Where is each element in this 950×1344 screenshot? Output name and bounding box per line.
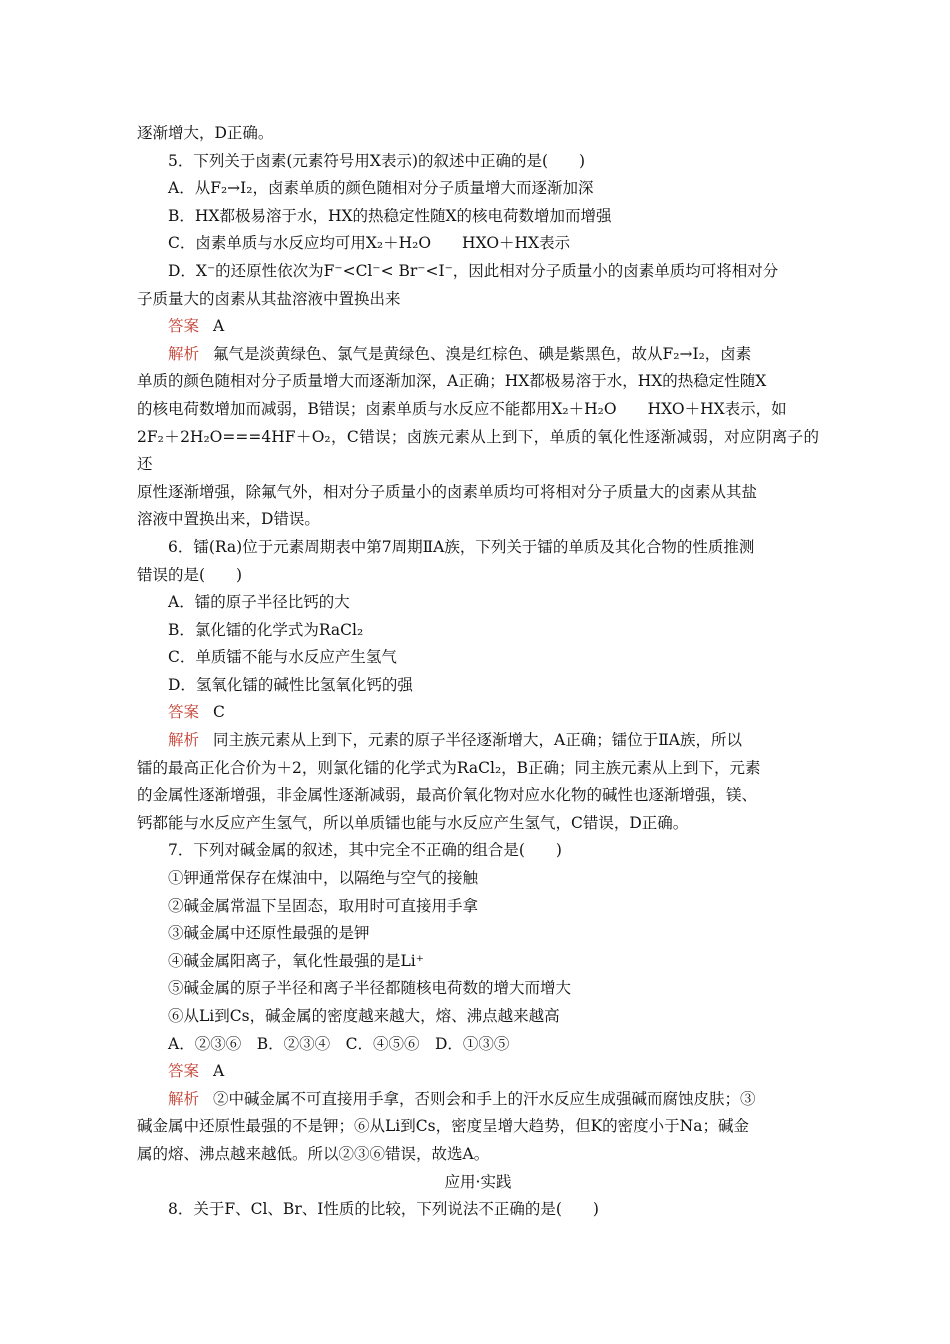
answer-value: A <box>213 317 225 336</box>
question-7-options: A．②③⑥ B．②③④ C．④⑤⑥ D．①③⑤ <box>168 1034 510 1053</box>
explanation-line: 溶液中置换出来，D错误。 <box>137 510 320 529</box>
question-7-item-6: ⑥从Li到Cs，碱金属的密度越来越大，熔、沸点越来越高 <box>168 1007 560 1025</box>
explanation-line: 碱金属中还原性最强的不是钾；⑥从Li到Cs，密度呈增大趋势，但K的密度小于Na；碱金 <box>137 1117 749 1136</box>
question-6-option-a: A．镭的原子半径比钙的大 <box>168 593 350 612</box>
explanation-line: 属的熔、沸点越来越低。所以②③⑥错误，故选A。 <box>137 1144 490 1163</box>
question-8-stem: 8．关于F、Cl、Br、I性质的比较，下列说法不正确的是( ) <box>168 1200 599 1219</box>
explanation-line: 的核电荷数增加而减弱，B错误；卤素单质与水反应不能都用X₂＋H₂O HXO＋HX表示，如 <box>137 399 787 418</box>
explanation-line: 镭的最高正化合价为＋2，则氯化镭的化学式为RaCl₂，B正确；同主族元素从上到下，元素 <box>137 758 761 777</box>
question-6-option-d: D．氢氧化镭的碱性比氢氧化钙的强 <box>168 675 413 694</box>
answer-label: 答案 <box>168 317 200 336</box>
question-6-option-c: C．单质镭不能与水反应产生氢气 <box>168 648 397 667</box>
explanation-text: 同主族元素从上到下，元素的原子半径逐渐增大，A正确；镭位于ⅡA族，所以 <box>213 731 742 750</box>
explanation-line: 单质的颜色随相对分子质量增大而逐渐加深，A正确；HX都极易溶于水，HX的热稳定性随X <box>137 372 767 391</box>
question-5-answer <box>137 313 819 341</box>
question-5-explanation <box>137 341 819 369</box>
question-5-option-c: C．卤素单质与水反应均可用X₂＋H₂O HXO＋HX表示 <box>168 234 571 253</box>
question-5-option-d: D．X⁻的还原性依次为F⁻<Cl⁻< Br⁻<I⁻，因此相对分子质量小的卤素单质均可将相对分 <box>168 261 779 280</box>
explanation-line: 原性逐渐增强，除氟气外，相对分子质量小的卤素单质均可将相对分子质量大的卤素从其盐 <box>137 482 758 501</box>
text-line: 逐渐增大，D正确。 <box>137 124 274 142</box>
question-6-stem-cont: 错误的是( ) <box>137 565 243 584</box>
question-6-stem: 6．镭(Ra)位于元素周期表中第7周期ⅡA族，下列关于镭的单质及其化合物的性质推测 <box>168 537 755 556</box>
question-5-option-a: A．从F₂→I₂，卤素单质的颜色随相对分子质量增大而逐渐加深 <box>168 179 594 198</box>
question-6-answer <box>137 699 819 727</box>
answer-value: A <box>213 1062 225 1081</box>
question-7-stem: 7．下列对碱金属的叙述，其中完全不正确的组合是( ) <box>168 841 562 860</box>
explanation-line: 的金属性逐渐增强，非金属性逐渐减弱，最高价氧化物对应水化物的碱性也逐渐增强，镁、 <box>137 786 758 805</box>
explanation-line: 2F₂＋2H₂O===4HF＋O₂，C错误；卤族元素从上到下，单质的氧化性逐渐减弱，对应阴离子的还 <box>137 427 819 474</box>
question-5-option-d-cont: 子质量大的卤素从其盐溶液中置换出来 <box>137 289 401 308</box>
question-6-explanation <box>137 727 819 755</box>
answer-label: 答案 <box>168 1062 200 1081</box>
question-7-explanation <box>137 1086 819 1114</box>
explanation-label: 解析 <box>168 1089 200 1108</box>
question-5-stem: 5．下列关于卤素(元素符号用X表示)的叙述中正确的是( ) <box>168 151 586 170</box>
question-7-item-1: ①钾通常保存在煤油中，以隔绝与空气的接触 <box>168 869 479 888</box>
explanation-text: 氟气是淡黄绿色、氯气是黄绿色、溴是红棕色、碘是紫黑色，故从F₂→I₂，卤素 <box>213 344 752 363</box>
explanation-label: 解析 <box>168 731 200 750</box>
document-body <box>137 120 819 1224</box>
question-7-item-3: ③碱金属中还原性最强的是钾 <box>168 924 370 943</box>
explanation-line: 钙都能与水反应产生氢气，所以单质镭也能与水反应产生氢气，C错误，D正确。 <box>137 813 689 832</box>
question-7-item-4: ④碱金属阳离子，氧化性最强的是Li⁺ <box>168 951 424 970</box>
question-7-item-2: ②碱金属常温下呈固态，取用时可直接用手拿 <box>168 896 479 915</box>
question-7-answer <box>137 1058 819 1086</box>
explanation-text: ②中碱金属不可直接用手拿，否则会和手上的汗水反应生成强碱而腐蚀皮肤；③ <box>213 1089 756 1108</box>
question-7-item-5: ⑤碱金属的原子半径和离子半径都随核电荷数的增大而增大 <box>168 979 572 998</box>
section-heading: 应用·实践 <box>444 1172 512 1191</box>
explanation-label: 解析 <box>168 344 200 363</box>
answer-value: C <box>213 703 225 722</box>
question-6-option-b: B．氯化镭的化学式为RaCl₂ <box>168 620 364 639</box>
answer-label: 答案 <box>168 703 200 722</box>
question-5-option-b: B．HX都极易溶于水，HX的热稳定性随X的核电荷数增加而增强 <box>168 206 612 225</box>
